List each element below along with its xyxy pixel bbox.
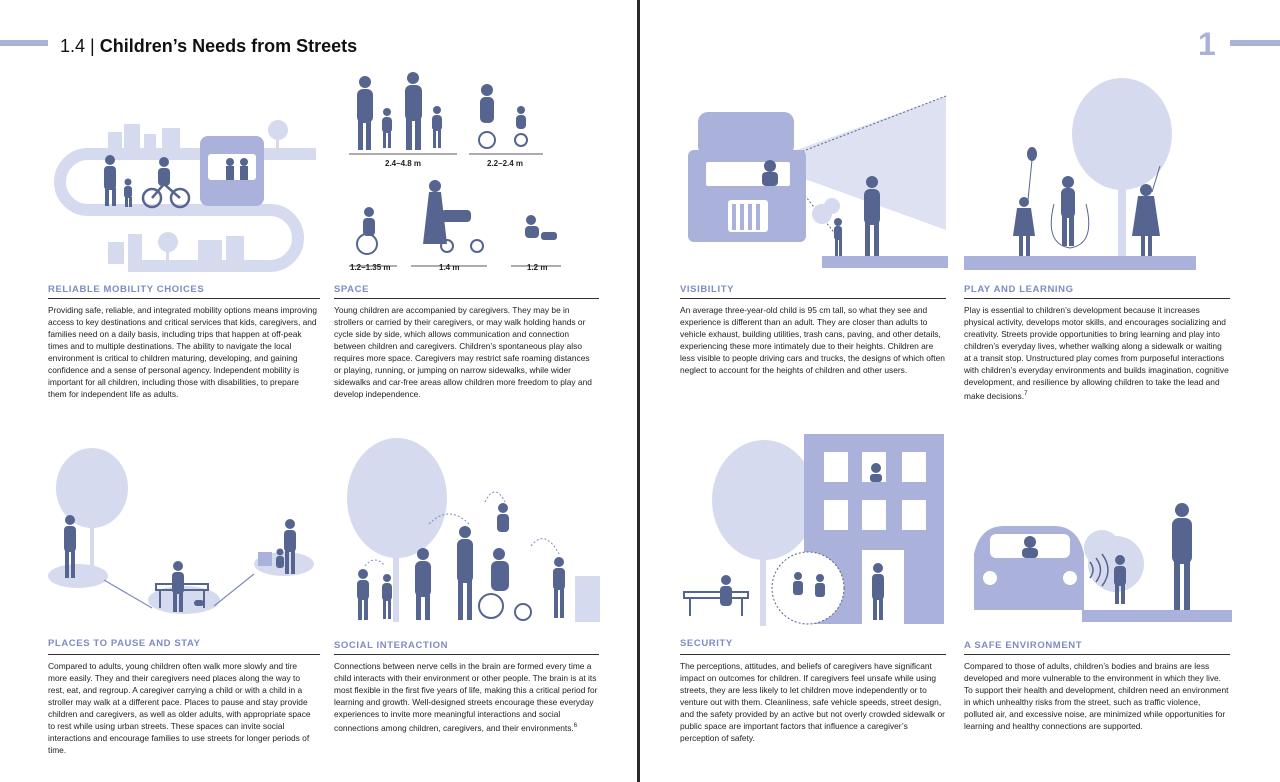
safe-environment-illustration	[964, 490, 1234, 626]
section-title-space: SPACE	[334, 284, 370, 295]
section-title-play: PLAY AND LEARNING	[964, 284, 1074, 295]
section-rule	[334, 298, 599, 299]
space-dimension-3: 1.2–1.35 m	[350, 263, 391, 272]
section-title-security: SECURITY	[680, 638, 733, 649]
section-body-visibility: An average three-year-old child is 95 cm tall, so what they see and experience is different than an adult. They are closer than adults to vehicle exhaust, building utilities, trash cans, paving, and other details, experiencing these more intimately due to their heights. Children are less visible to people driving cars and trucks, the designs of which often neglect to account for the heights of children and other users.	[680, 305, 945, 375]
page-number: 1	[1198, 26, 1216, 62]
section-rule	[680, 298, 946, 299]
space-dimension-1: 2.4–4.8 m	[385, 159, 422, 168]
section-body-social: Connections between nerve cells in the brain are formed every time a child interacts with their environment or other people. The brain is at its most flexible in the first five years of life, making this a critical period for learning and growth. Well-designed streets encourage these everyday experiences to invite more meaningful interactions and social connections among children, caregivers, and their environments.$^6$	[334, 661, 598, 733]
section-title-pause: PLACES TO PAUSE AND STAY	[48, 638, 201, 649]
left-page	[0, 0, 637, 782]
section-body-play: Play is essential to children’s development because it increases physical activity, develops motor skills, and encourages socializing and creativity. Streets provide opportunities to bring learning and play into children’s everyday lives, whether walking along a sidewalk or waiting at a transit stop. Unstructured play comes from purposeful interactions with children’s everyday environments and builds imagination, cognitive development, and resilience by allowing children to take the lead and make decisions.$^7$	[964, 305, 1229, 401]
section-title-safe-environment: A SAFE ENVIRONMENT	[964, 640, 1083, 651]
section-rule	[964, 298, 1230, 299]
section-title-social: SOCIAL INTERACTION	[334, 640, 449, 651]
section-rule	[334, 654, 599, 655]
section-body-pause: Compared to adults, young children often walk more slowly and tire more easily. They and their caregivers need places along the way to rest, eat, and regroup. A caregiver carrying a child or with a child in a stroller may walk at a different pace. Places to pause and stay provide children and caregivers, as well as older adults, with appropriate space to rest while using urban streets. These spaces can invite social interactions and encourage families to use streets for longer periods of time.	[48, 661, 311, 755]
visibility-illustration	[680, 90, 950, 270]
section-title-visibility: VISIBILITY	[680, 284, 735, 295]
space-dimension-2: 2.2–2.4 m	[487, 159, 524, 168]
section-rule	[48, 298, 320, 299]
section-rule	[48, 654, 320, 655]
space-dimension-5: 1.2 m	[527, 263, 548, 272]
space-dimension-4: 1.4 m	[439, 263, 460, 272]
header-accent-bar	[0, 40, 48, 46]
section-body-mobility: Providing safe, reliable, and integrated mobility options means improving access to key destinations and critical services that kids, caregivers, and families need on a daily basis, including trips that happen at off-peak times and to multiple destinations. The ability to navigate the local environment is critical to children maturing, developing, and gaining confidence and a sense of personal agency. Independent mobility is important for all children, including those with disabilities, to prepare them for independent life as adults.	[48, 305, 318, 399]
section-title-mobility: RELIABLE MOBILITY CHOICES	[48, 284, 205, 295]
section-rule	[964, 654, 1230, 655]
right-page	[640, 0, 1280, 782]
section-rule	[680, 654, 946, 655]
section-body-space: Young children are accompanied by caregivers. They may be in strollers or carried by their caregivers, or may walk holding hands or cycle side by side, which allows communication and connection between children and caregivers. Children’s spontaneous play also requires more space. Caregivers may restrict safe roaming distances or playing, running, or jumping on narrow sidewalks, while wider sidewalks and car-free areas allow children more freedom to play and develop independence.	[334, 305, 592, 399]
header-accent-bar	[1230, 40, 1280, 46]
space-illustration	[335, 70, 575, 275]
play-illustration	[964, 70, 1234, 275]
social-illustration	[335, 436, 600, 626]
section-body-security: The perceptions, attitudes, and beliefs of caregivers have significant impact on outcomes for children. If caregivers feel unsafe while using streets, they are less likely to let children move independently or to venture out with them. Cleanliness, safe vehicle speeds, street design, and the safety provided by an active but not overly crowded sidewalk or public space are important factors that influence a caregiver’s perception of safety.	[680, 661, 945, 743]
security-illustration	[680, 430, 950, 626]
pause-illustration	[48, 440, 318, 625]
page-title: 1.4 | Children’s Needs from Streets	[60, 36, 358, 56]
section-body-safe-environment: Compared to those of adults, children’s bodies and brains are less developed and more vulnerable to the environment in which they live. To support their health and development, children need an environment in which unhealthy risks from the street, such as traffic violence, polluted air, and excessive noise, are minimized while opportunities for learning and healthy connections are supported.	[964, 661, 1229, 731]
mobility-illustration	[48, 110, 318, 275]
